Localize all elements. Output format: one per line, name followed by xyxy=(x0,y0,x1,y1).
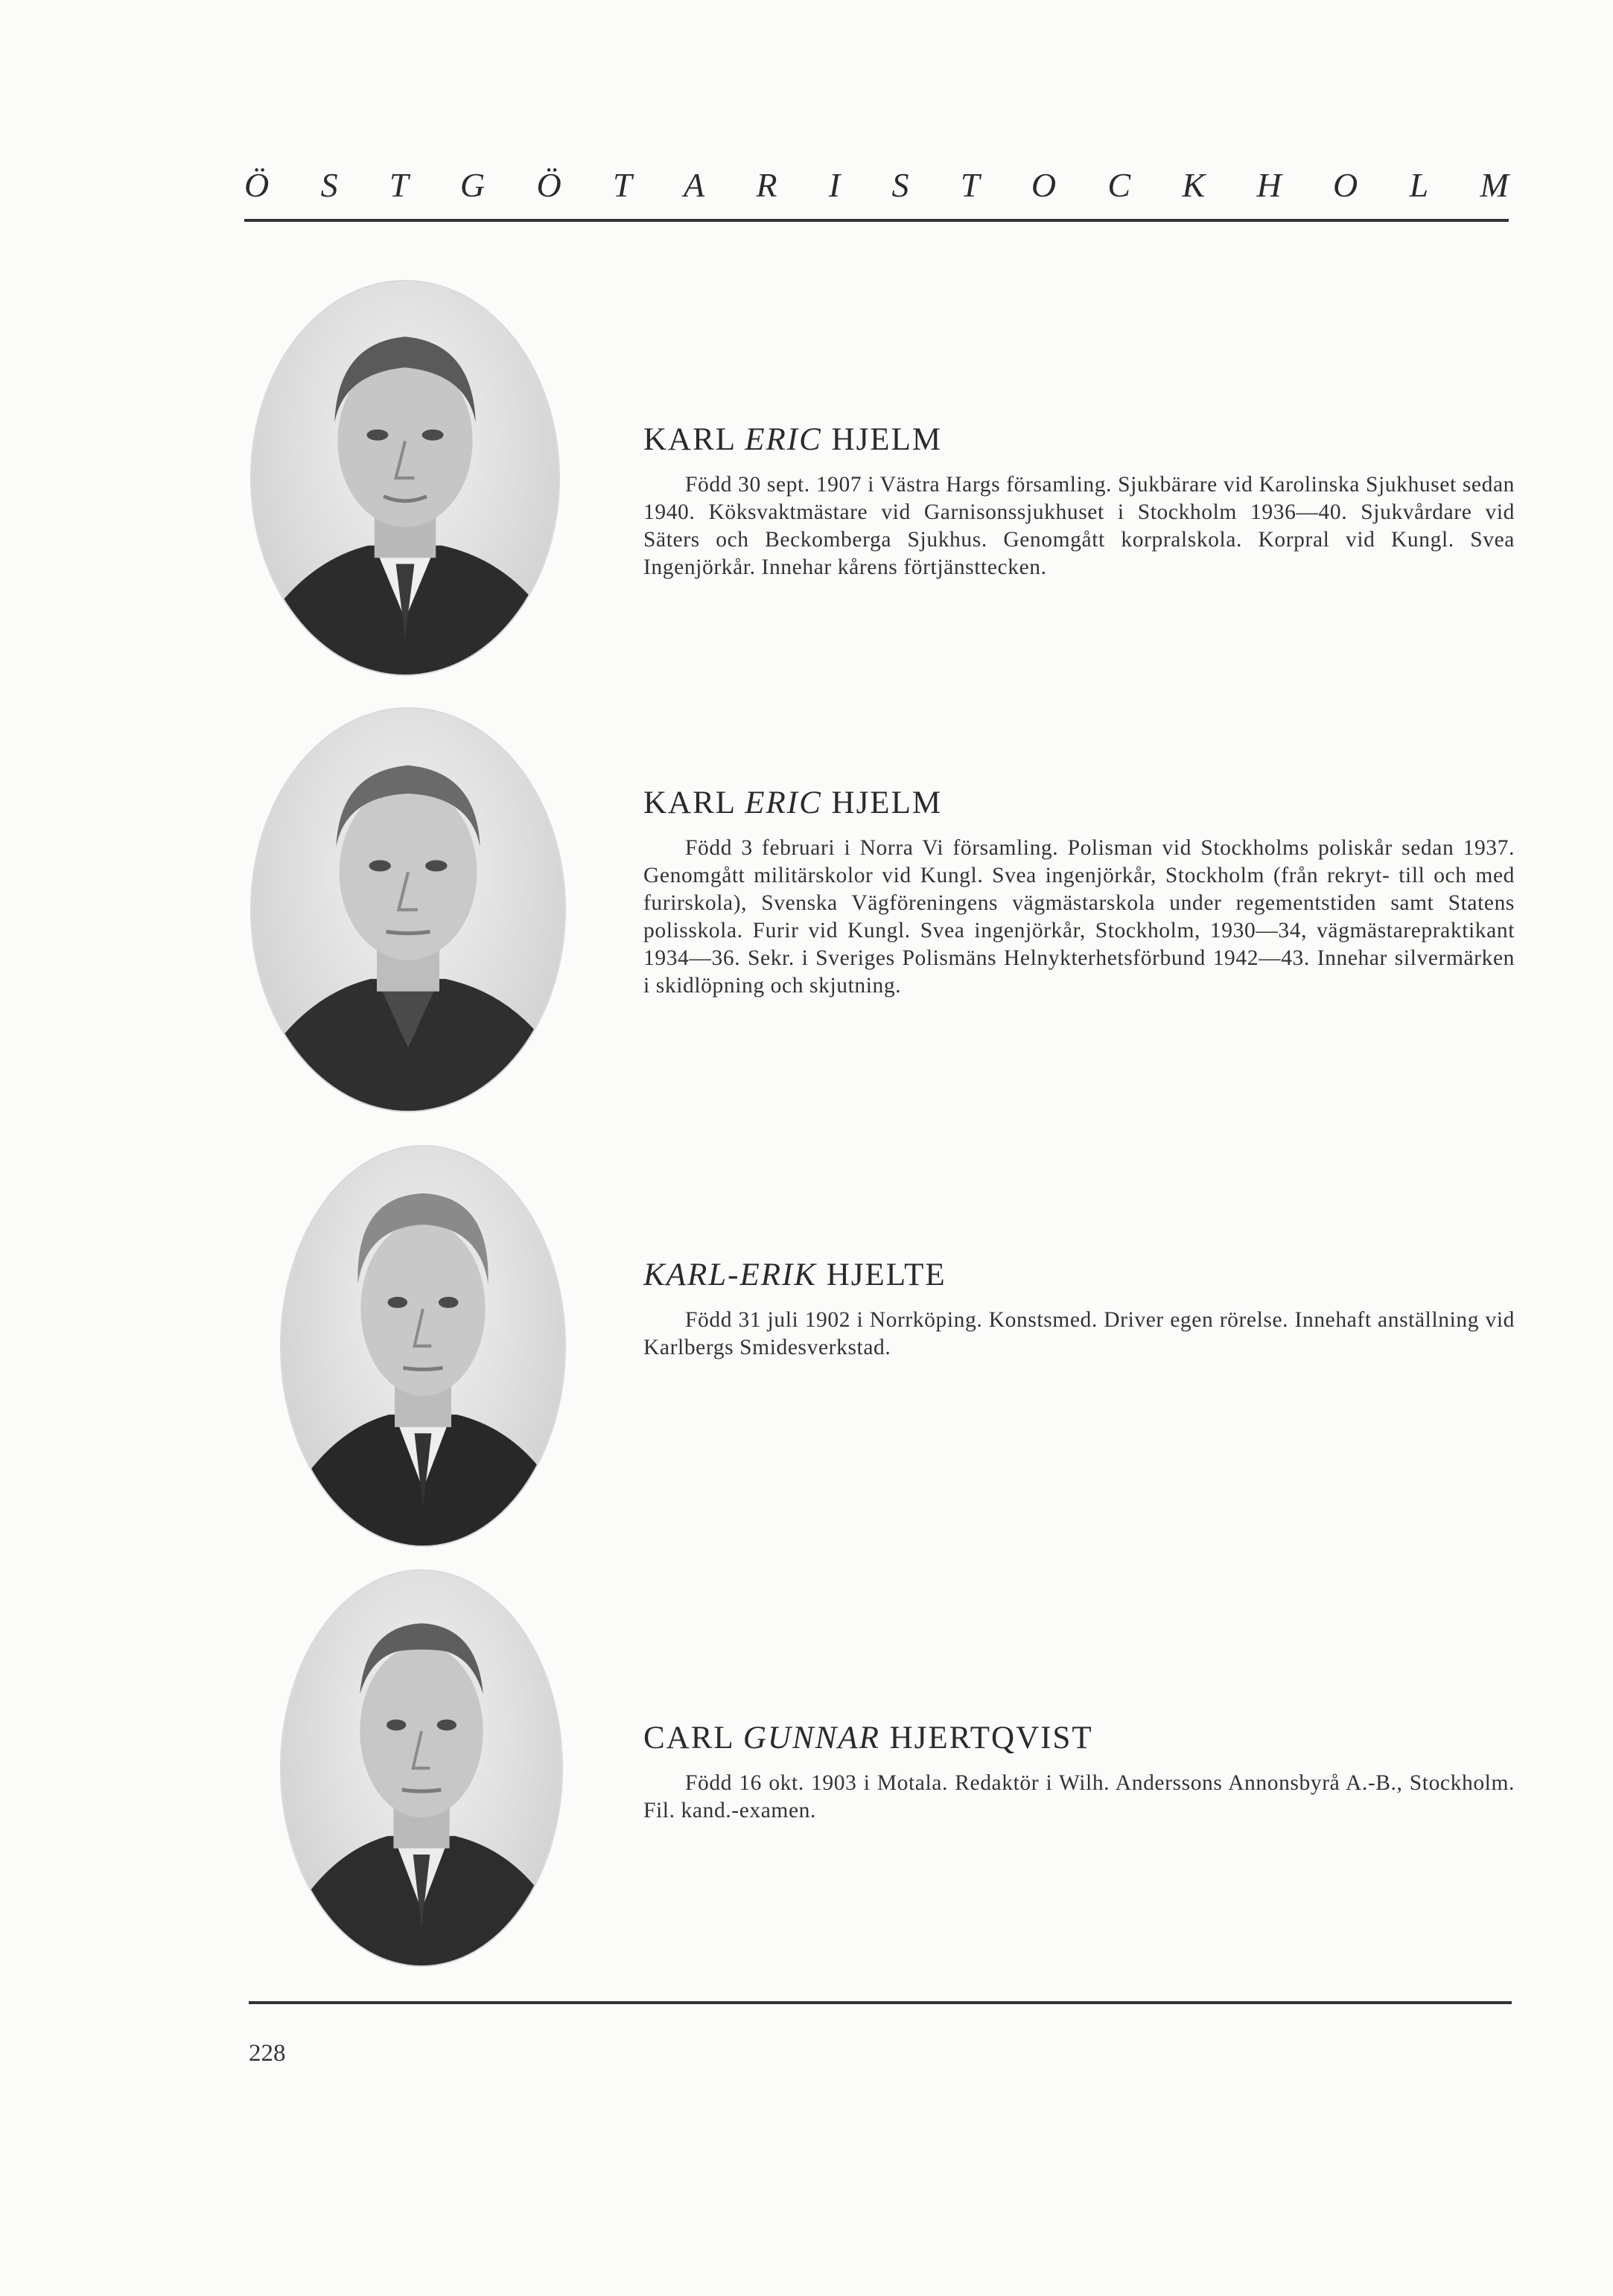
given-name: KARL xyxy=(643,785,736,820)
surname: HJELM xyxy=(831,785,943,820)
person-name xyxy=(643,421,1515,458)
biography-entry xyxy=(643,785,1515,1000)
header-letter: O xyxy=(1031,166,1057,204)
portrait-photo xyxy=(252,281,559,675)
header-letter: R xyxy=(756,166,777,204)
portrait-photo xyxy=(281,1147,564,1546)
given-name: KARL xyxy=(643,422,736,457)
called-name: ERIC xyxy=(745,422,822,457)
biography-entry xyxy=(643,1257,1515,1362)
surname: HJELTE xyxy=(826,1257,947,1292)
header-letter: A xyxy=(683,166,705,204)
biography-entry xyxy=(643,1720,1515,1825)
header-letter: T xyxy=(960,166,980,204)
header-letter: L xyxy=(1409,166,1429,204)
biography-text: Född 31 juli 1902 i Norrköping. Konstsmed. Driver egen rörelse. Innehaft anställning vid Karlbergs Smidesverkstad. xyxy=(643,1308,1515,1359)
surname: HJERTQVIST xyxy=(889,1721,1093,1756)
header-letter: S xyxy=(320,166,338,204)
called-name: GUNNAR xyxy=(742,1721,880,1756)
person-name xyxy=(643,1720,1515,1756)
header-rule xyxy=(244,219,1509,222)
portrait-photo xyxy=(252,709,564,1111)
running-header xyxy=(244,165,1509,205)
footer-rule xyxy=(249,2001,1512,2004)
surname: HJELM xyxy=(831,422,943,457)
biography-entry xyxy=(643,421,1515,581)
header-letter: T xyxy=(389,166,409,204)
header-letter: G xyxy=(459,166,486,204)
called-name: KARL-ERIK xyxy=(643,1257,817,1292)
header-letter: Ö xyxy=(536,166,561,204)
header-letter: S xyxy=(891,166,909,204)
called-name: ERIC xyxy=(745,785,822,820)
given-name: CARL xyxy=(643,1721,734,1756)
biography-text: Född 30 sept. 1907 i Västra Hargs församling. Sjukbärare vid Karolinska Sjukhuset sedan 1940. Köksvaktmästare vid Garnisonssjukhuset i Stockholm 1936—40. Sjukvårdare vid Säters och Beckomberga Sjukhus. Genomgått korpralskola. Korpral vid Kungl. Svea Ingenjörkår. Innehar kårens förtjänsttecken. xyxy=(643,473,1515,579)
person-name xyxy=(643,1257,1515,1293)
header-letter: H xyxy=(1256,166,1282,204)
biography-text: Född 16 okt. 1903 i Motala. Redaktör i Wilh. Anderssons Annonsbyrå A.-B., Stockholm. Fil. kand.-examen. xyxy=(643,1771,1515,1823)
biography-text: Född 3 februari i Norra Vi församling. Polisman vid Stockholms poliskår sedan 1937. Genomgått militärskolor vid Kungl. Svea ingenjörkår, Stockholm (från rekryt- till och med furirskola), Svenska Vägföreningens vägmästarskola under regementstiden samt Statens polisskola. Furir vid Kungl. Svea ingenjörkår, Stockholm, 1930—34, vägmästarepraktikant 1934—36. Sekr. i Sveriges Polismäns Helnykterhetsförbund 1942—43. Innehar silvermärken i skidlöpning och skjutning. xyxy=(643,836,1515,998)
header-letter: I xyxy=(828,166,841,204)
portrait-photo xyxy=(281,1571,561,1965)
header-letter: Ö xyxy=(244,166,270,204)
header-letter: C xyxy=(1107,166,1131,204)
person-name xyxy=(643,785,1515,821)
header-letter: T xyxy=(613,166,632,204)
header-letter: O xyxy=(1333,166,1358,204)
header-letter: M xyxy=(1480,166,1509,204)
page-number: 228 xyxy=(249,2040,286,2067)
header-letter: K xyxy=(1182,166,1206,204)
